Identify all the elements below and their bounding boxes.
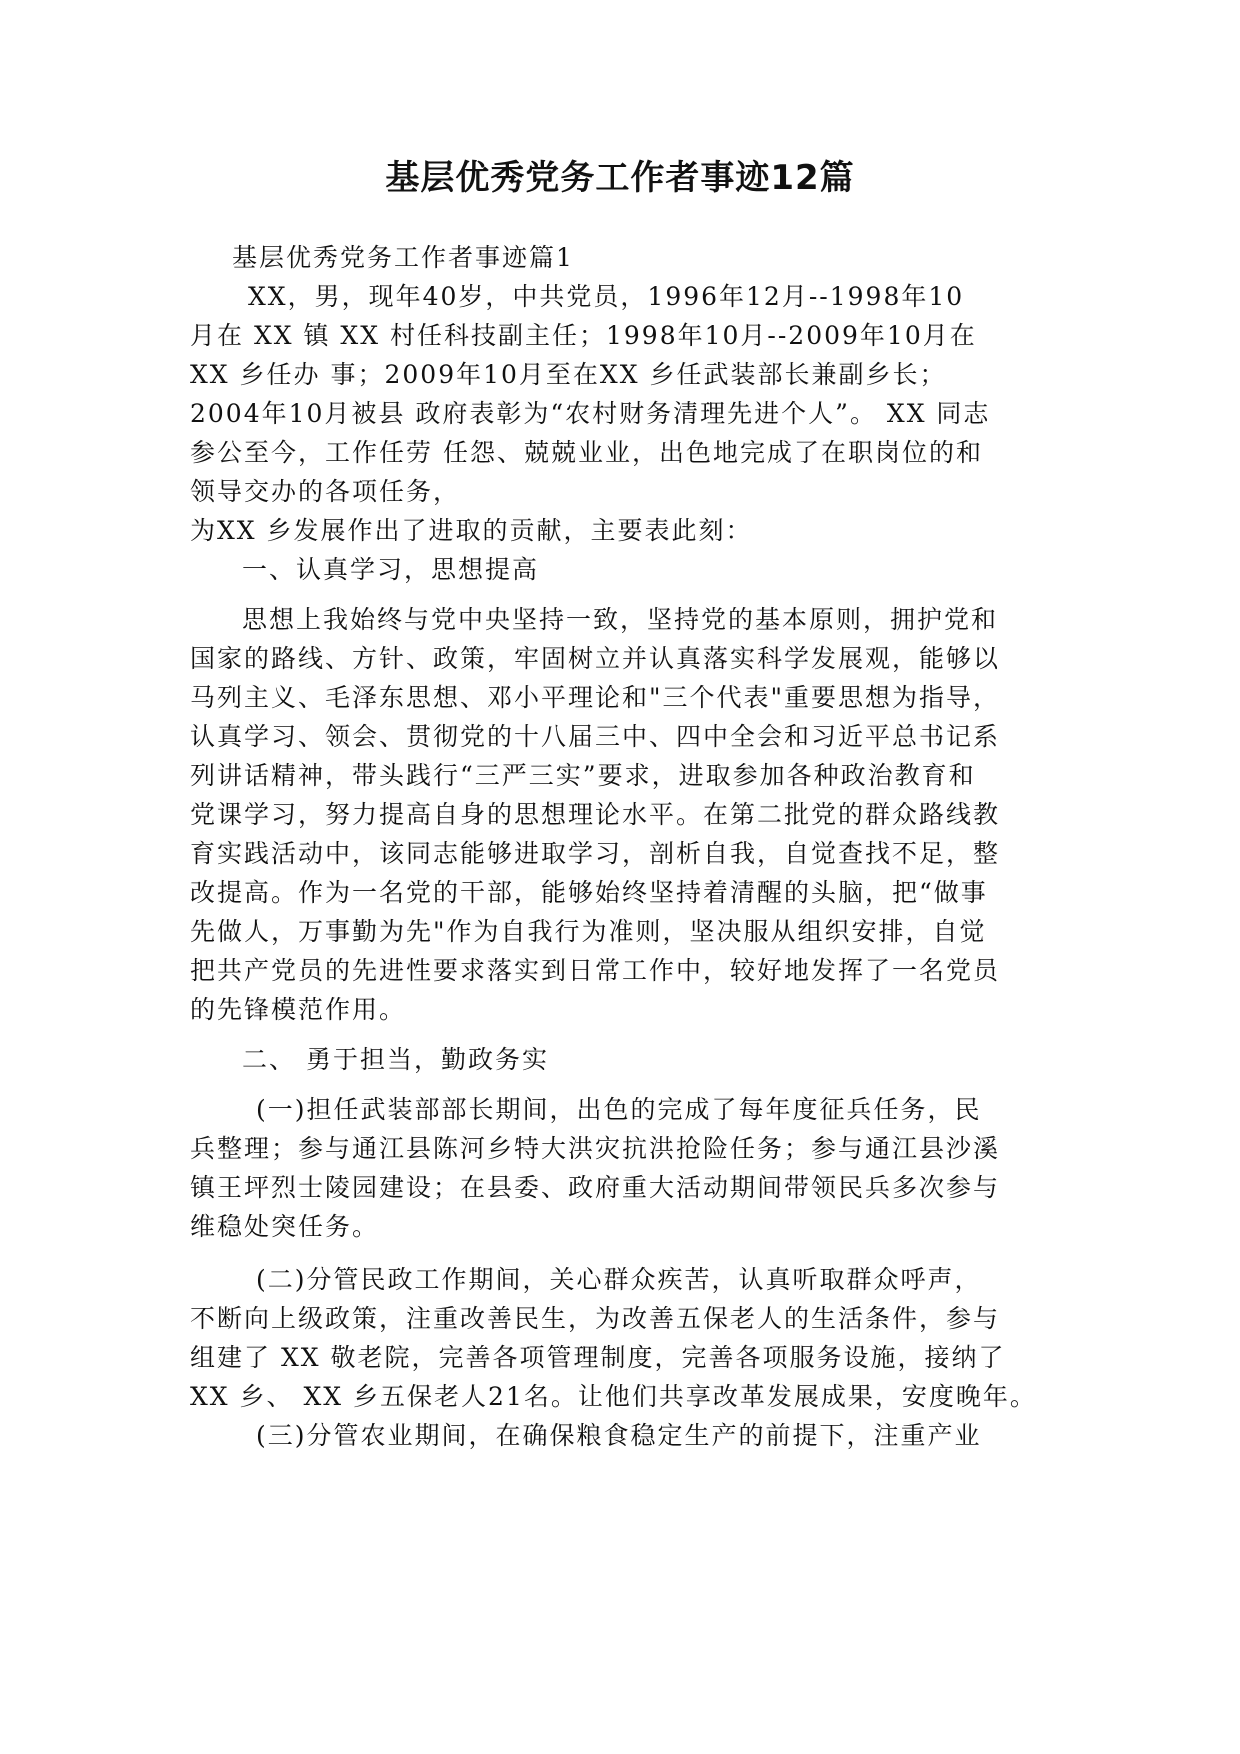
paragraph-line: 国家的路线、方针、政策，牢固树立并认真落实科学发展观，能够以 — [190, 644, 1001, 673]
section-heading: 二、 勇于担当，勤政务实 — [242, 1045, 549, 1074]
paragraph-line: 把共产党员的先进性要求落实到日常工作中，较好地发挥了一名党员 — [190, 956, 1001, 985]
document-body — [190, 238, 1070, 1455]
paragraph-line: 月在 XX 镇 XX 村任科技副主任；1998年10月--2009年10月在 — [190, 321, 977, 350]
item1-paragraph — [190, 1090, 1070, 1246]
paragraph-line: 思想上我始终与党中央坚持一致，坚持党的基本原则，拥护党和 — [242, 605, 999, 634]
paragraph-line: 改提高。作为一名党的干部，能够始终坚持着清醒的头脑，把“做事 — [190, 878, 988, 907]
article-subtitle: 基层优秀党务工作者事迹篇1 — [232, 243, 574, 272]
paragraph-line: 育实践活动中，该同志能够进取学习，剖析自我，自觉查找不足，整 — [190, 839, 1001, 868]
paragraph-line: 的先锋模范作用。 — [190, 995, 407, 1024]
paragraph-line: XX 乡任办 事；2009年10月至在XX 乡任武装部长兼副乡长； — [190, 360, 947, 389]
section1-paragraph — [190, 600, 1070, 1029]
paragraph-line: (三)分管农业期间，在确保粮食稳定生产的前提下，注重产业 — [256, 1421, 982, 1450]
paragraph-line: 列讲话精神，带头践行“三严三实”要求，进取参加各种政治教育和 — [190, 761, 976, 790]
paragraph-line: (二)分管民政工作期间，关心群众疾苦，认真听取群众呼声， — [256, 1265, 982, 1294]
intro-paragraph — [190, 277, 1070, 550]
paragraph-line: 党课学习，努力提高自身的思想理论水平。在第二批党的群众路线教 — [190, 800, 1001, 829]
paragraph-line: 先做人，万事勤为先"作为自我行为准则，坚决服从组织安排，自觉 — [190, 917, 987, 946]
paragraph-line: 为XX 乡发展作出了进取的贡献，主要表此刻： — [190, 516, 753, 545]
paragraph-line: XX，男，现年40岁，中共党员，1996年12月--1998年10 — [248, 282, 965, 311]
item2-paragraph — [190, 1260, 1070, 1416]
paragraph-line: (一)担任武装部部长期间，出色的完成了每年度征兵任务，民 — [256, 1095, 982, 1124]
paragraph-line: 2004年10月被县 政府表彰为“农村财务清理先进个人”。 XX 同志 — [190, 399, 991, 428]
paragraph-line: 镇王坪烈士陵园建设；在县委、政府重大活动期间带领民兵多次参与 — [190, 1173, 1001, 1202]
paragraph-line: 维稳处突任务。 — [190, 1212, 380, 1241]
paragraph-line: 认真学习、领会、贯彻党的十八届三中、四中全会和习近平总书记系 — [190, 722, 1001, 751]
paragraph-line: 马列主义、毛泽东思想、邓小平理论和"三个代表"重要思想为指导， — [190, 683, 1001, 712]
item3-paragraph — [190, 1416, 1070, 1455]
paragraph-line: 组建了 XX 敬老院，完善各项管理制度，完善各项服务设施，接纳了 — [190, 1343, 1006, 1372]
paragraph-line: 领导交办的各项任务， — [190, 477, 461, 506]
paragraph-line: 参公至今，工作任劳 任怨、兢兢业业，出色地完成了在职岗位的和 — [190, 438, 983, 467]
document-title: 基层优秀党务工作者事迹12篇 — [385, 158, 855, 198]
paragraph-line: 不断向上级政策，注重改善民生，为改善五保老人的生活条件，参与 — [190, 1304, 1001, 1333]
paragraph-line: 兵整理；参与通江县陈河乡特大洪灾抗洪抢险任务；参与通江县沙溪 — [190, 1134, 1001, 1163]
section-heading: 一、认真学习，思想提高 — [242, 555, 540, 584]
paragraph-line: XX 乡、 XX 乡五保老人21名。让他们共享改革发展成果，安度晚年。 — [190, 1382, 1037, 1411]
